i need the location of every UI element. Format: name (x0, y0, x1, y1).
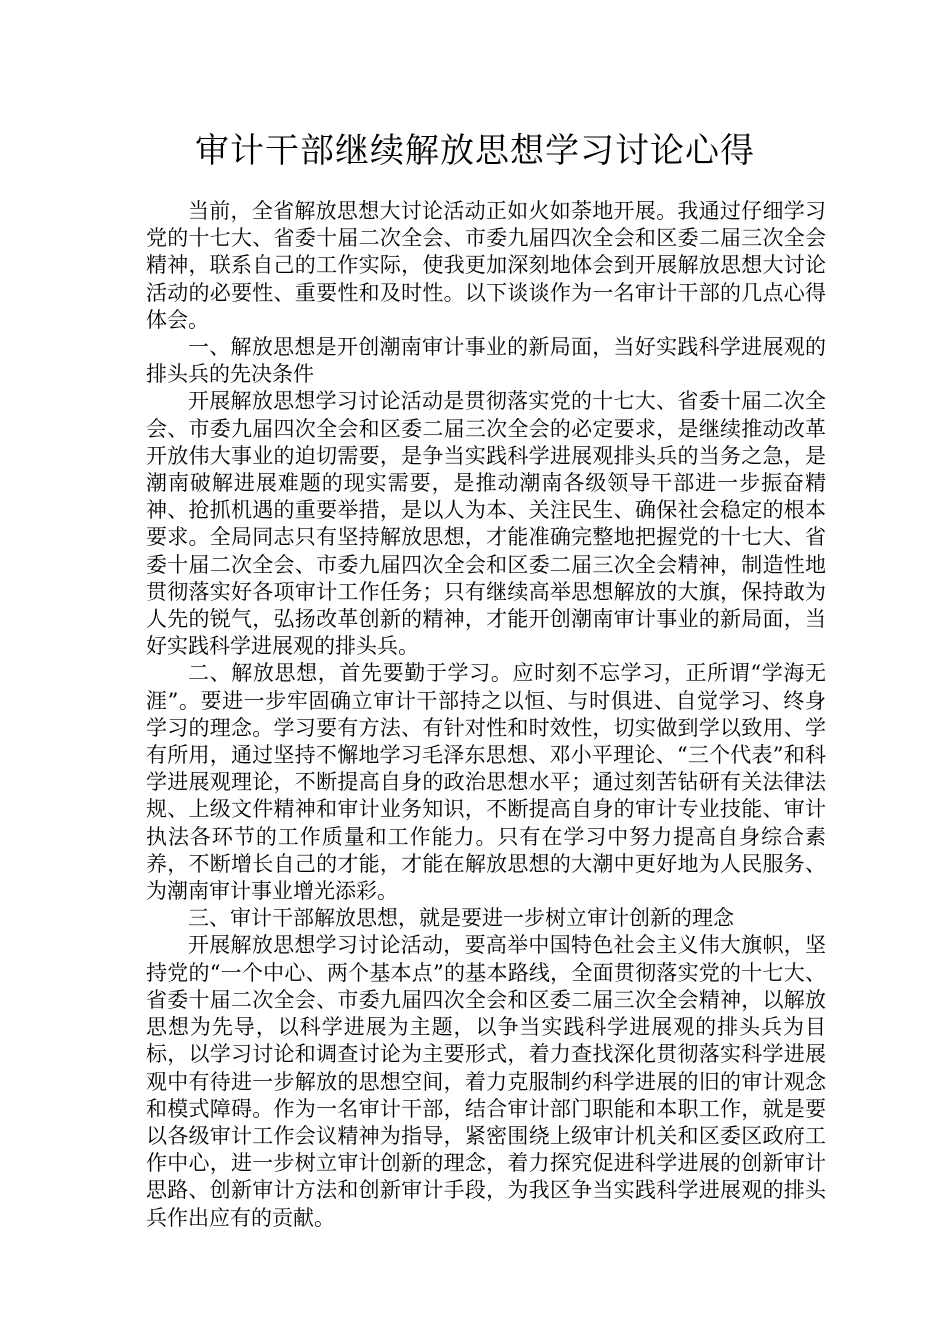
paragraph-intro: 当前，全省解放思想大讨论活动正如火如荼地开展。我通过仔细学习党的十七大、省委十届二次全会、市委九届四次全会和区委二届三次全会精神，联系自己的工作实际，使我更加深刻地体会到开展解放思想大讨论活动的必要性、重要性和及时性。以下谈谈作为一名审计干部的几点心得体会。 (146, 199, 826, 332)
document-body (146, 198, 826, 1232)
section-heading-1: 一、解放思想是开创潮南审计事业的新局面，当好实践科学进展观的排头兵的先决条件 (146, 335, 826, 387)
section-heading-3: 三、审计干部解放思想，就是要进一步树立审计创新的理念 (188, 906, 734, 931)
paragraph-section-3: 开展解放思想学习讨论活动，要高举中国特色社会主义伟大旗帜，坚持党的“一个中心、两个基本点”的基本路线，全面贯彻落实党的十七大、省委十届二次全会、市委九届四次全会和区委二届三次全会精神，以解放思想为先导，以科学进展为主题，以争当实践科学进展观的排头兵为目标，以学习讨论和调查讨论为主要形式，着力查找深化贯彻落实科学进展观中有待进一步解放的思想空间，着力克服制约科学进展的旧的审计观念和模式障碍。作为一名审计干部，结合审计部门职能和本职工作，就是要以各级审计工作会议精神为指导，紧密围绕上级审计机关和区委区政府工作中心，进一步树立审计创新的理念，着力探究促进科学进展的创新审计思路、创新审计方法和创新审计手段，为我区争当实践科学进展观的排头兵作出应有的贡献。 (146, 933, 826, 1230)
document-title: 审计干部继续解放思想学习讨论心得 (195, 131, 755, 171)
paragraph-section-2: 二、解放思想，首先要勤于学习。应时刻不忘学习，正所谓“学海无涯”。要进一步牢固确立审计干部持之以恒、与时俱进、自觉学习、终身学习的理念。学习要有方法、有针对性和时效性，切实做到学以致用、学有所用，通过坚持不懈地学习毛泽东思想、邓小平理论、“三个代表”和科学进展观理论，不断提高自身的政治思想水平；通过刻苦钻研有关法律法规、上级文件精神和审计业务知识，不断提高自身的审计专业技能、审计执法各环节的工作质量和工作能力。只有在学习中努力提高自身综合素养，不断增长自己的才能，才能在解放思想的大潮中更好地为人民服务、为潮南审计事业增光添彩。 (146, 661, 826, 904)
paragraph-section-1: 开展解放思想学习讨论活动是贯彻落实党的十七大、省委十届二次全会、市委九届四次全会和区委二届三次全会的必定要求，是继续推动改革开放伟大事业的迫切需要，是争当实践科学进展观排头兵的当务之急，是潮南破解进展难题的现实需要，是推动潮南各级领导干部进一步振奋精神、抢抓机遇的重要举措，是以人为本、关注民生、确保社会稳定的根本要求。全局同志只有坚持解放思想，才能准确完整地把握党的十七大、省委十届二次全会、市委九届四次全会和区委二届三次全会精神，制造性地贯彻落实好各项审计工作任务；只有继续高举思想解放的大旗，保持敢为人先的锐气，弘扬改革创新的精神，才能开创潮南审计事业的新局面，当好实践科学进展观的排头兵。 (146, 389, 826, 659)
